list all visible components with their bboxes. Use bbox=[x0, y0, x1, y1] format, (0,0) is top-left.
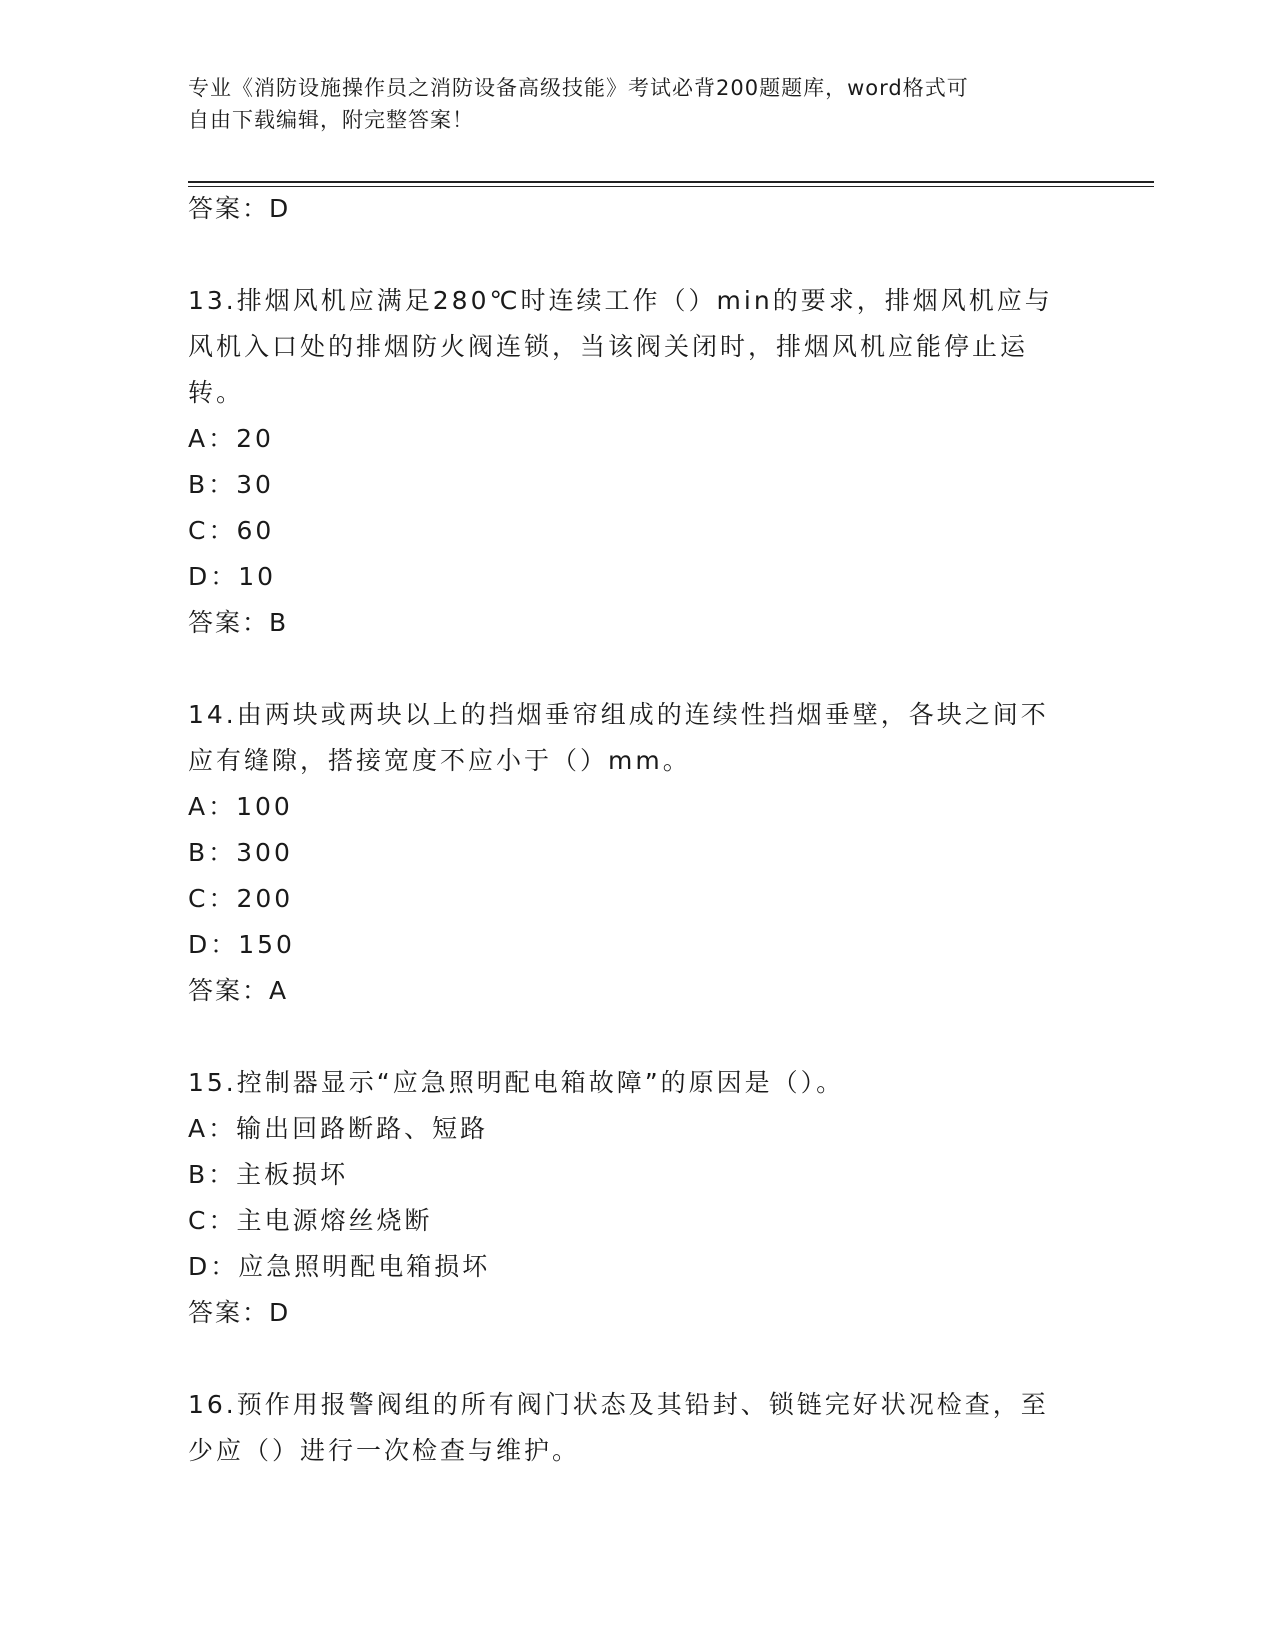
spacer bbox=[188, 1014, 1088, 1060]
option-c: C：60 bbox=[188, 516, 275, 545]
spacer bbox=[188, 1336, 1088, 1382]
option-b: B：300 bbox=[188, 838, 293, 867]
question-15 bbox=[188, 1060, 1088, 1336]
question-list bbox=[188, 186, 1088, 1474]
answer-line: 答案：D bbox=[188, 1298, 291, 1327]
option-d: D：10 bbox=[188, 562, 277, 591]
stem-line: 应有缝隙，搭接宽度不应小于（）mm。 bbox=[188, 746, 691, 775]
question-13 bbox=[188, 278, 1088, 646]
stem-line: 13.排烟风机应满足280℃时连续工作（）min的要求，排烟风机应与 bbox=[188, 286, 1053, 315]
header-line-1: 专业《消防设施操作员之消防设备高级技能》考试必背200题题库，word格式可 bbox=[188, 76, 969, 100]
option-a: A：输出回路断路、短路 bbox=[188, 1114, 489, 1143]
question-stem bbox=[188, 1060, 1088, 1106]
question-stem bbox=[188, 1382, 1088, 1474]
option-c: C：200 bbox=[188, 884, 294, 913]
stem-line: 少应（）进行一次检查与维护。 bbox=[188, 1436, 581, 1465]
option-b: B：30 bbox=[188, 470, 274, 499]
stem-line: 15.控制器显示“应急照明配电箱故障”的原因是（）。 bbox=[188, 1068, 845, 1097]
stem-line: 风机入口处的排烟防火阀连锁，当该阀关闭时，排烟风机应能停止运 bbox=[188, 332, 1029, 361]
answer-line: 答案：B bbox=[188, 608, 289, 637]
answer-line: 答案：A bbox=[188, 976, 289, 1005]
option-d: D：应急照明配电箱损坏 bbox=[188, 1252, 491, 1281]
option-d: D：150 bbox=[188, 930, 295, 959]
question-16 bbox=[188, 1382, 1088, 1474]
option-b: B：主板损坏 bbox=[188, 1160, 349, 1189]
answer-line: 答案：D bbox=[188, 194, 291, 223]
spacer bbox=[188, 646, 1088, 692]
document-header bbox=[188, 72, 1088, 136]
header-rule-thick bbox=[188, 181, 1154, 183]
spacer bbox=[188, 232, 1088, 278]
question-stem bbox=[188, 692, 1088, 784]
option-a: A：100 bbox=[188, 792, 293, 821]
question-14 bbox=[188, 692, 1088, 1014]
stem-line: 14.由两块或两块以上的挡烟垂帘组成的连续性挡烟垂壁，各块之间不 bbox=[188, 700, 1049, 729]
stem-line: 转。 bbox=[188, 378, 245, 407]
question-stem bbox=[188, 278, 1088, 416]
option-c: C：主电源熔丝烧断 bbox=[188, 1206, 433, 1235]
stem-line: 16.预作用报警阀组的所有阀门状态及其铅封、锁链完好状况检查，至 bbox=[188, 1390, 1049, 1419]
option-a: A：20 bbox=[188, 424, 274, 453]
header-line-2: 自由下载编辑，附完整答案！ bbox=[188, 108, 474, 132]
